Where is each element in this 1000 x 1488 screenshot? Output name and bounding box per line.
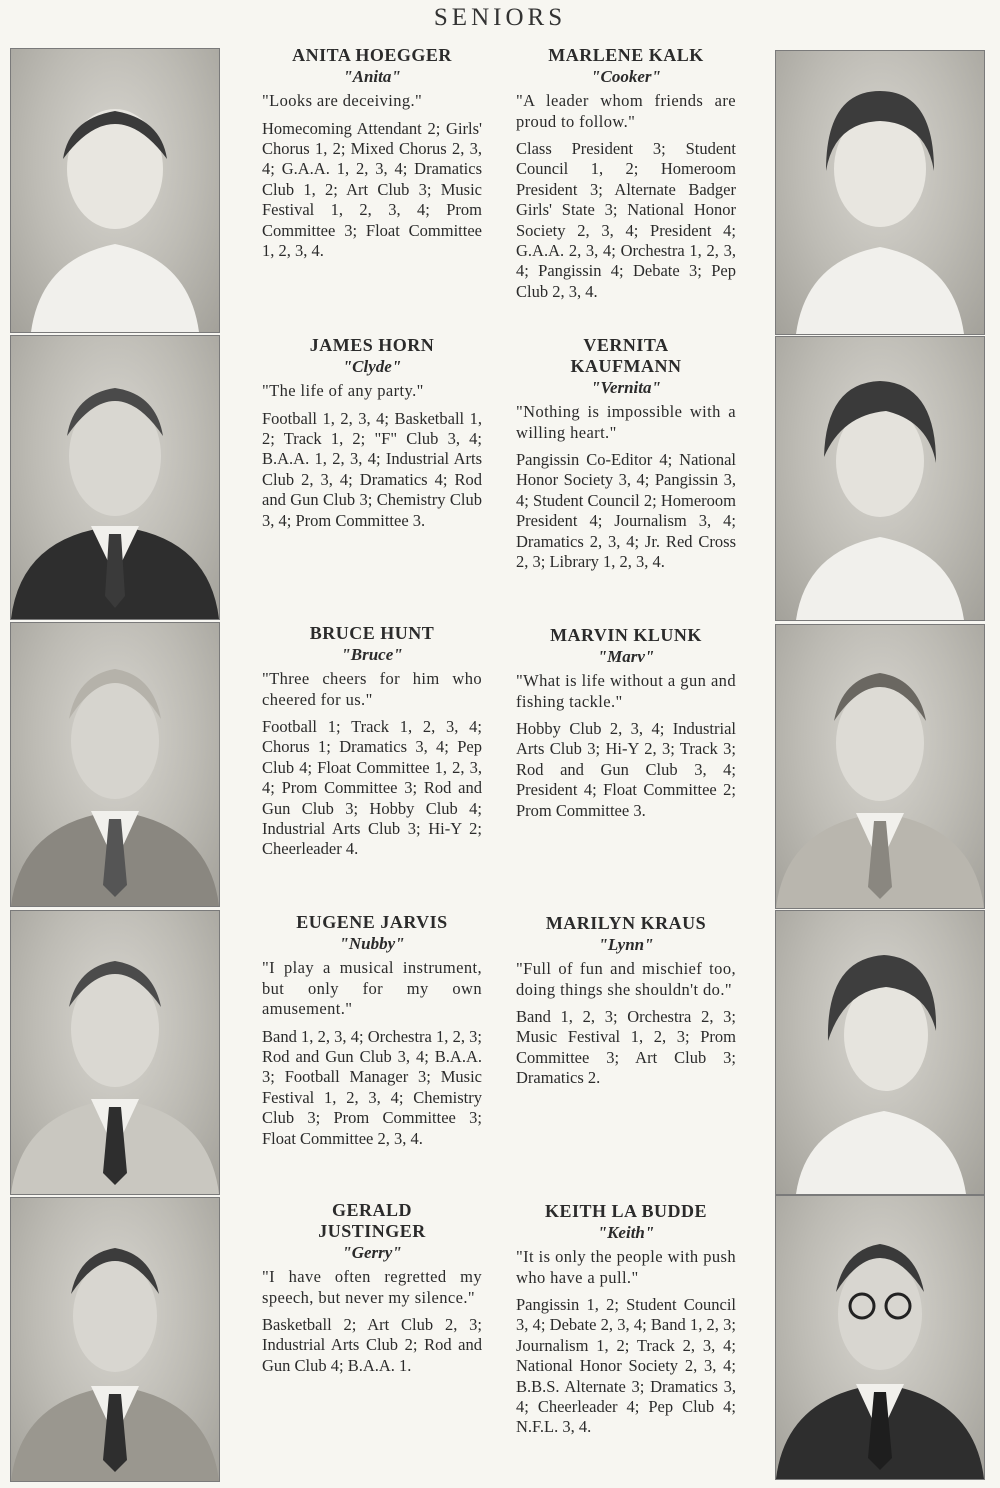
student-entry [516,1201,736,1438]
student-entry [262,623,482,860]
student-name: EUGENE JARVIS [296,912,448,932]
student-quote: "Looks are deceiving." [262,91,423,110]
student-nickname: "Clyde" [342,357,402,376]
student-entry [516,913,736,1089]
student-name: KEITH LA BUDDE [544,1201,708,1221]
student-activities: Class President 3; Student Council 1, 2; Homeroom President 3; Alternate Badger Girls' State 3; National Honor Society 2, 3, 4; President 4; G.A.A. 2, 3, 4; Orchestra 1, 2, 3, 4; Pangissin 4; Debate 3; Pep Club 2, 3, 4. [516,139,736,301]
student-entry [262,45,482,261]
student-nickname: "Marv" [597,647,655,666]
student-quote: "I play a musical instrument, but only for my own amusement." [262,958,482,1018]
portrait-photo [775,1195,985,1480]
student-name: BRUCE HUNT [309,623,435,643]
student-activities: Band 1, 2, 3, 4; Orchestra 1, 2, 3; Rod and Gun Club 3, 4; B.A.A. 3; Football Manager 3; Music Festival 1, 2, 3, 4; Chemistry Club 3; Prom Committee 3; Float Committee 2, 3, 4. [262,1026,482,1148]
student-activities: Homecoming Attendant 2; Girls' Chorus 1, 2; Mixed Chorus 2, 3, 4; G.A.A. 1, 2, 3, 4; Dramatics Club 1, 2; Art Club 3; Music Festival 1, 2, 3, 4; Prom Committee 3; Float Committee 1, 2, 3, 4. [262,118,482,260]
student-name: GERALD JUSTINGER [318,1200,426,1241]
student-quote: "Nothing is impossible with a willing heart." [516,402,736,442]
portrait-photo [10,1197,220,1482]
student-name: MARVIN KLUNK [550,625,702,645]
portrait-photo [10,910,220,1195]
portrait-photo [775,910,985,1195]
student-activities: Basketball 2; Art Club 2, 3; Industrial Arts Club 2; Rod and Gun Club 4; B.A.A. 1. [262,1315,482,1375]
student-quote: "Three cheers for him who cheered for us." [262,669,482,709]
student-quote: "I have often regretted my speech, but never my silence." [262,1267,482,1307]
student-quote: "A leader whom friends are proud to follow." [516,91,736,131]
student-name: ANITA HOEGGER [292,45,452,65]
student-nickname: "Cooker" [591,67,661,86]
student-quote: "It is only the people with push who have a pull." [516,1247,736,1287]
student-activities: Football 1; Track 1, 2, 3, 4; Chorus 1; Dramatics 3, 4; Pep Club 4; Float Committee 1, 2, 3, 4; Prom Committee 3; Rod and Gun Club 3; Hobby Club 4; Industrial Arts Club 3; Hi-Y 2; Cheerleader 4. [262,717,482,859]
student-name: JAMES HORN [309,335,435,355]
portrait-photo [775,624,985,909]
student-quote: "The life of any party." [262,381,424,400]
student-entry [516,625,736,821]
student-nickname: "Anita" [343,67,401,86]
portrait-photo [10,622,220,907]
student-nickname: "Keith" [597,1223,655,1242]
student-entry [262,912,482,1149]
student-activities: Pangissin 1, 2; Student Council 3, 4; Debate 2, 3, 4; Band 1, 2, 3; Journalism 1, 2; Track 2, 3, 4; National Honor Society 2, 3, 4; B.B.S. Alternate 3; Dramatics 3, 4; Cheerleader 4; Pep Club 4; N.F.L. 3, 4. [516,1295,736,1437]
student-name: MARILYN KRAUS [545,913,707,933]
student-name: VERNITA KAUFMANN [570,335,682,376]
student-activities: Band 1, 2, 3; Orchestra 2, 3; Music Festival 1, 2, 3; Prom Committee 3; Art Club 3; Dramatics 2. [516,1007,736,1088]
student-activities: Hobby Club 2, 3, 4; Industrial Arts Club 3; Hi-Y 2, 3; Track 3; Rod and Gun Club 3, 4; President 4; Float Committee 2; Prom Committee 3. [516,719,736,820]
student-nickname: "Gerry" [342,1243,402,1262]
student-nickname: "Nubby" [339,934,405,953]
student-entry [516,335,736,572]
page-title: SENIORS [433,4,567,31]
student-entry [262,1200,482,1376]
portrait-photo [10,48,220,333]
student-quote: "Full of fun and mischief too, doing things she shouldn't do." [516,959,736,999]
student-name: MARLENE KALK [548,45,704,65]
student-nickname: "Bruce" [341,645,403,664]
student-entry [516,45,736,302]
student-quote: "What is life without a gun and fishing tackle." [516,671,736,711]
student-activities: Pangissin Co-Editor 4; National Honor Society 3, 4; Pangissin 3, 4; Student Council 2; Homeroom President 4; Journalism 3, 4; Dramatics 2, 3, 4; Jr. Red Cross 2, 3; Library 1, 2, 3, 4. [516,450,736,572]
portrait-photo [775,50,985,335]
student-nickname: "Lynn" [598,935,654,954]
student-activities: Football 1, 2, 3, 4; Basketball 1, 2; Track 1, 2; "F" Club 3, 4; B.A.A. 1, 2, 3, 4; Industrial Arts Club 2, 3, 4; Dramatics 4; Rod and Gun Club 3; Chemistry Club 3, 4; Prom Committee 3. [262,408,482,530]
portrait-photo [775,336,985,621]
student-entry [262,335,482,531]
portrait-photo [10,335,220,620]
student-nickname: "Vernita" [591,378,661,397]
